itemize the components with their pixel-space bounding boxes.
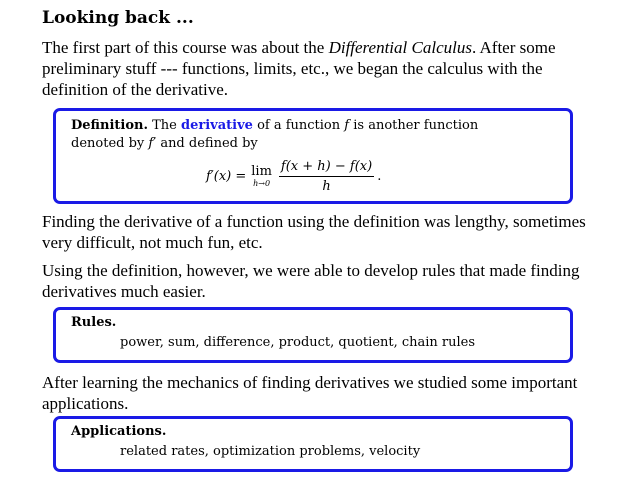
definition-text-3: is another function — [353, 118, 479, 133]
intro-text-start: The first part of this course was about the — [42, 38, 329, 57]
definition-label: Definition. — [71, 118, 148, 133]
rules-body: power, sum, difference, product, quotient, chain rules — [120, 335, 476, 350]
formula-limit — [251, 165, 272, 188]
applications-title: Applications. — [71, 424, 167, 439]
intro-text-end: . After some preliminary stuff --- functions, limits, etc., we began the calculus with the definition of the derivative. — [42, 38, 556, 99]
fraction-numerator: f(x + h) − f(x) — [279, 159, 374, 177]
formula-lhs: f′(x) = — [206, 168, 247, 184]
applications-intro-paragraph: After learning the mechanics of finding derivatives we studied some important applications. — [42, 373, 578, 413]
definition-line2-a: denoted by — [71, 136, 145, 151]
limit-subscript: h→0 — [253, 178, 271, 188]
definition-line-1 — [71, 117, 478, 135]
rules-intro-paragraph: Using the definition, however, we were able to develop rules that made finding derivatives much easier. — [42, 261, 580, 301]
definition-f: f — [344, 118, 350, 133]
applications-body: related rates, optimization problems, velocity — [120, 444, 421, 459]
formula-fraction — [279, 159, 374, 194]
definition-box — [53, 108, 573, 204]
rules-title: Rules. — [71, 315, 117, 330]
definition-text-1: The — [152, 118, 177, 133]
derivative-formula — [206, 156, 381, 196]
intro-emphasis: Differential Calculus — [328, 38, 472, 57]
definition-text-2: of a function — [257, 118, 341, 133]
finding-paragraph: Finding the derivative of a function using the definition was lengthy, sometimes very difficult, not much fun, etc. — [42, 212, 586, 252]
formula-period: . — [377, 168, 382, 184]
definition-term: derivative — [181, 118, 253, 133]
limit-word: lim — [251, 163, 272, 179]
definition-line-2 — [71, 135, 258, 153]
rules-box — [53, 307, 573, 363]
fraction-denominator: h — [322, 178, 331, 194]
slide-heading: Looking back ... — [42, 8, 194, 28]
intro-paragraph — [42, 37, 612, 100]
definition-fprime: f′ — [148, 136, 157, 151]
definition-line2-b: and defined by — [160, 136, 258, 151]
applications-box — [53, 416, 573, 472]
